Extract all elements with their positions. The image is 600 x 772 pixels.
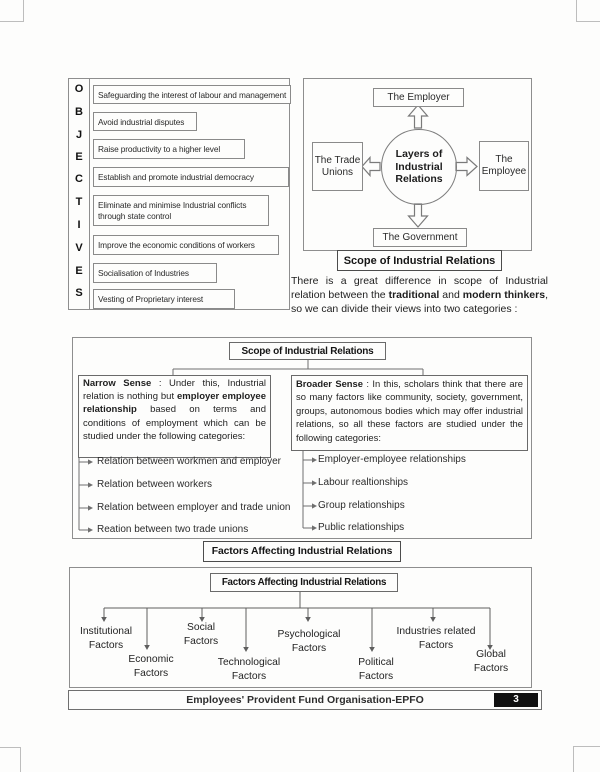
objective-letter: S bbox=[75, 287, 83, 299]
objectives-letter-column bbox=[69, 79, 89, 309]
circle-line-1: Layers of bbox=[395, 148, 443, 161]
objective-letter: E bbox=[75, 151, 83, 163]
page-footer bbox=[68, 690, 542, 710]
layers-diagram bbox=[303, 78, 532, 251]
narrow-list-item: Reation between two trade unions bbox=[97, 524, 249, 535]
objective-letter: J bbox=[75, 129, 83, 141]
broader-sense-lead: Broader Sense bbox=[296, 378, 363, 389]
objective-item: Avoid industrial disputes bbox=[93, 112, 197, 131]
factor-label: Political Factors bbox=[358, 657, 394, 682]
tree-root-box: Factors Affecting Industrial Relations bbox=[210, 573, 398, 592]
factors-heading: Factors Affecting Industrial Relations bbox=[203, 541, 401, 562]
objectives-items bbox=[93, 79, 289, 309]
factor-label: Psychological Factors bbox=[277, 629, 341, 654]
intro-seg-2: traditional bbox=[388, 289, 440, 302]
trade-unions-box: The Trade Unions bbox=[312, 142, 363, 191]
narrow-list-item: Relation between employer and trade union bbox=[97, 502, 291, 513]
narrow-sense-text-2: based on terms and conditions of employment which can be studied under the following categories: bbox=[83, 404, 266, 442]
objective-item: Eliminate and minimise Industrial conflicts through state control bbox=[93, 195, 269, 226]
objectives-table bbox=[68, 78, 290, 310]
objective-letter: O bbox=[74, 83, 84, 95]
narrow-sense-text-1: Under this, Industrial relation is nothing but bbox=[83, 378, 266, 403]
corner-mark-bottom-right bbox=[573, 746, 600, 772]
broader-list-item: Group relationships bbox=[318, 500, 405, 511]
factor-label: Industries related Factors bbox=[396, 626, 476, 651]
scope-flowchart bbox=[72, 337, 532, 539]
left-block-arrow-icon bbox=[362, 158, 380, 176]
objective-item: Safeguarding the interest of labour and management bbox=[93, 85, 291, 104]
intro-seg-4: modern thinkers bbox=[462, 289, 546, 302]
narrow-sense-box bbox=[78, 375, 271, 458]
objective-letter: B bbox=[75, 106, 83, 118]
right-block-arrow-icon bbox=[456, 158, 477, 176]
government-box: The Government bbox=[373, 228, 467, 247]
factor-label: Institutional Factors bbox=[79, 626, 133, 651]
intro-seg-1: There is a great difference in scope of Industrial relation between the bbox=[291, 275, 548, 302]
broader-list-item: Labour realtionships bbox=[318, 477, 409, 488]
objective-letter: V bbox=[75, 242, 83, 254]
circle-line-2: Industrial bbox=[395, 160, 443, 173]
scope-heading: Scope of Industrial Relations bbox=[337, 250, 502, 271]
flow-root-box: Scope of Industrial Relations bbox=[229, 342, 386, 360]
page-number-badge: 3 bbox=[494, 693, 538, 707]
employer-box: The Employer bbox=[373, 88, 464, 107]
up-block-arrow-icon bbox=[409, 105, 428, 128]
narrow-sense-bold-1: employer employee relationship bbox=[83, 391, 266, 416]
circle-line-3: Relations bbox=[395, 173, 443, 186]
objective-letter: C bbox=[75, 173, 83, 185]
objective-letter: I bbox=[77, 219, 81, 231]
factor-label: Economic Factors bbox=[128, 654, 174, 679]
objective-item: Raise productivity to a higher level bbox=[93, 139, 245, 159]
layers-center-circle bbox=[381, 129, 457, 205]
objective-item: Establish and promote industrial democracy bbox=[93, 167, 289, 187]
objective-letter: E bbox=[75, 265, 83, 277]
factor-label: Technological Factors bbox=[217, 657, 281, 682]
employee-box: The Employee bbox=[479, 141, 529, 191]
intro-seg-5: , so we can divide their views into two categories : bbox=[291, 289, 548, 316]
factor-label: Social Factors bbox=[183, 622, 219, 647]
footer-title: Employees' Provident Fund Organisation-EPFO bbox=[186, 694, 424, 706]
objective-letter: T bbox=[75, 196, 83, 208]
factors-tree bbox=[69, 567, 532, 688]
corner-mark-bottom-left bbox=[0, 747, 21, 772]
objective-item: Socialisation of Industries bbox=[93, 263, 217, 283]
objective-item: Improve the economic conditions of workers bbox=[93, 235, 279, 255]
narrow-sense-sep: : bbox=[151, 378, 170, 389]
factor-label: Global Factors bbox=[473, 649, 509, 674]
corner-mark-top-right bbox=[576, 0, 600, 22]
intro-paragraph bbox=[291, 274, 548, 317]
broader-sense-sep: : bbox=[362, 378, 373, 389]
flow-arrowheads bbox=[88, 457, 317, 532]
broader-list-item: Public relationships bbox=[318, 522, 405, 533]
narrow-list-item: Relation between workers bbox=[97, 479, 213, 490]
broader-sense-box bbox=[291, 375, 528, 451]
narrow-sense-lead: Narrow Sense bbox=[83, 378, 152, 389]
broader-sense-text: In this, scholars think that there are so many factors like community, society, government, groups, autonomous bodies which may offer industrial relations, so all these factors are studied under the following categories: bbox=[296, 378, 523, 443]
objectives-divider-line bbox=[89, 79, 90, 309]
corner-mark-top-left bbox=[0, 0, 24, 22]
intro-seg-3: and bbox=[439, 289, 463, 302]
narrow-list-item: Relation between workmen and employer bbox=[97, 456, 281, 467]
down-block-arrow-icon bbox=[409, 204, 428, 227]
broader-list-item: Employer-employee relationships bbox=[318, 454, 466, 465]
objective-item: Vesting of Proprietary interest bbox=[93, 289, 235, 309]
